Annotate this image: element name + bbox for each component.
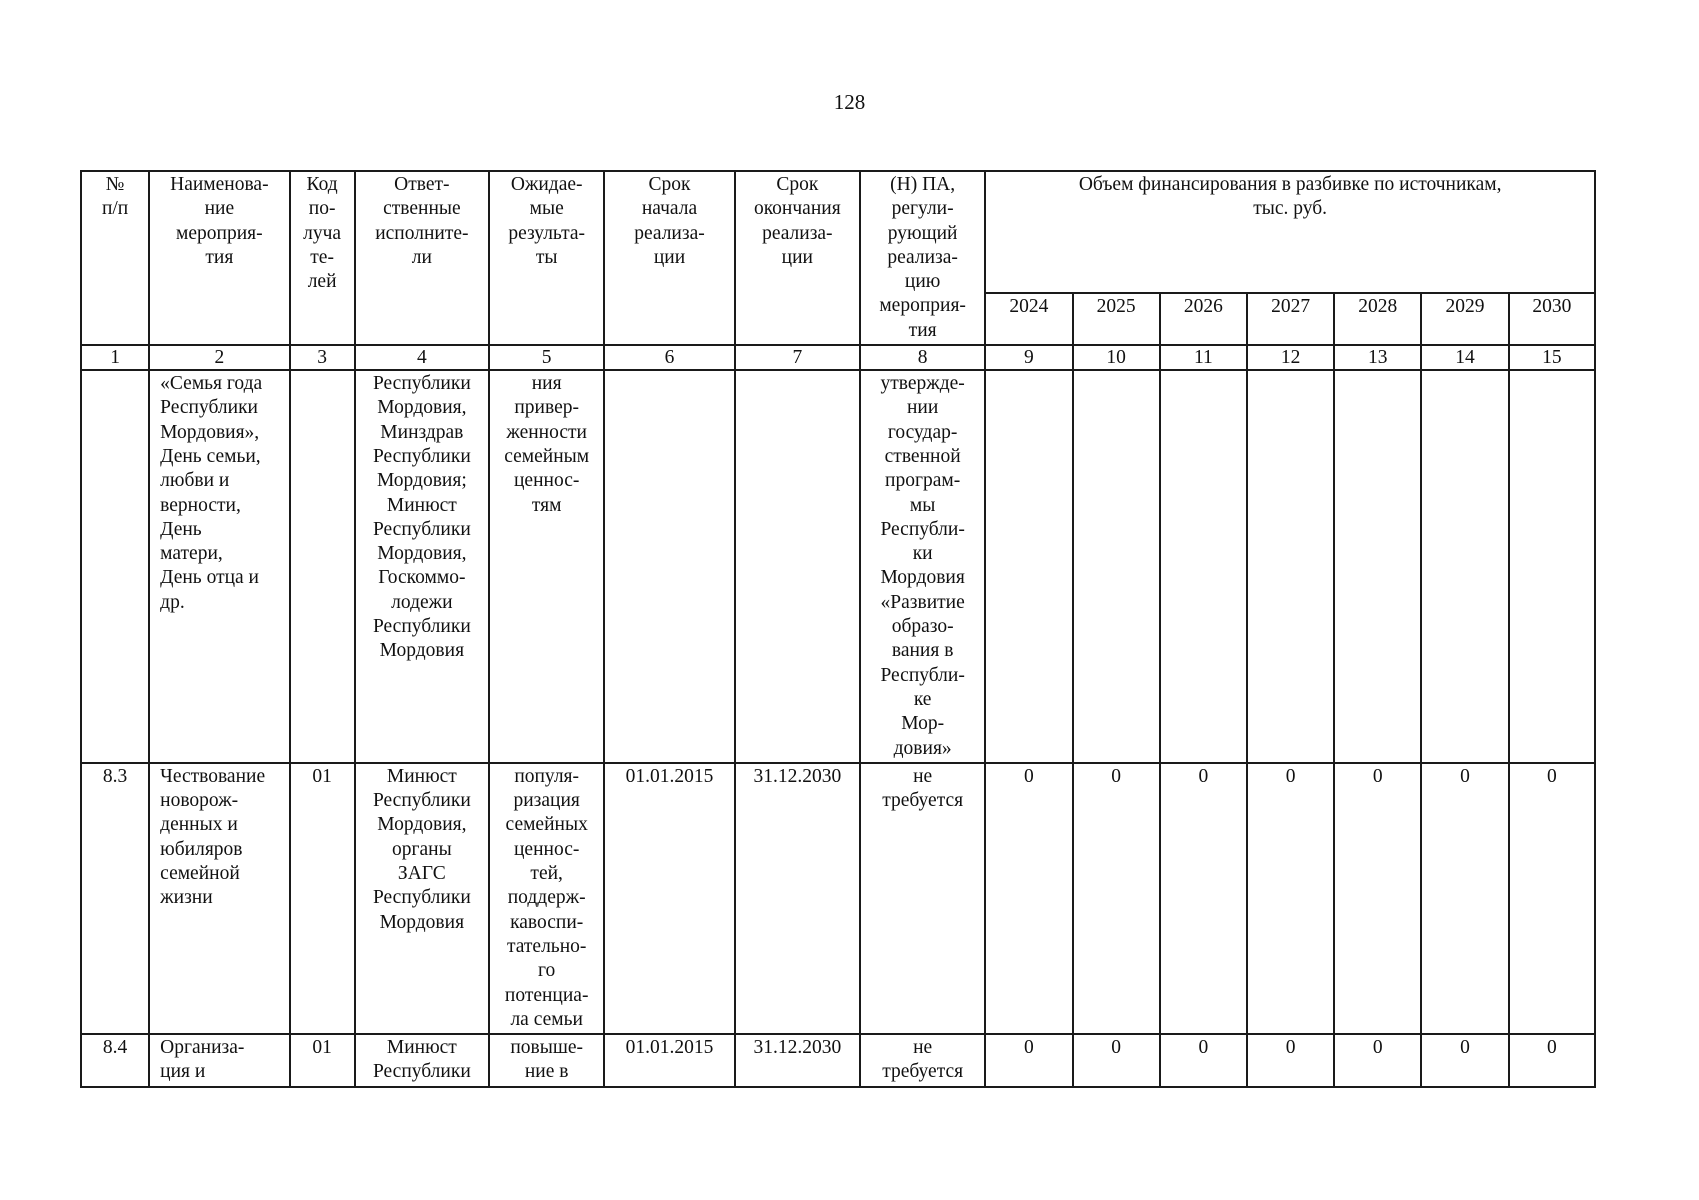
header-year: 2026 bbox=[1160, 293, 1247, 345]
column-number: 4 bbox=[355, 345, 489, 370]
row-npa: утвержде- нии государ- ственной програм- мы Республи- ки Мордовия «Развитие образо- вания в Республи- ке Мор- довия» bbox=[860, 370, 985, 763]
row-value bbox=[1509, 370, 1595, 763]
header-year: 2028 bbox=[1334, 293, 1421, 345]
row-value: 0 bbox=[1334, 763, 1421, 1034]
header-year: 2025 bbox=[1073, 293, 1160, 345]
header-start: Срок начала реализа- ции bbox=[604, 171, 734, 345]
row-value: 0 bbox=[1247, 1034, 1334, 1087]
row-start bbox=[604, 370, 734, 763]
header-npa: (Н) ПА, регули- рующий реализа- цию мероприя- тия bbox=[860, 171, 985, 345]
column-number: 15 bbox=[1509, 345, 1595, 370]
column-number: 11 bbox=[1160, 345, 1247, 370]
row-end: 31.12.2030 bbox=[735, 763, 860, 1034]
row-value: 0 bbox=[1334, 1034, 1421, 1087]
row-end bbox=[735, 370, 860, 763]
table-row bbox=[81, 763, 1595, 1034]
row-value: 0 bbox=[1247, 763, 1334, 1034]
header-name: Наименова- ние мероприя- тия bbox=[149, 171, 289, 345]
row-value: 0 bbox=[1421, 763, 1508, 1034]
header-end: Срок окончания реализа- ции bbox=[735, 171, 860, 345]
row-npa: не требуется bbox=[860, 763, 985, 1034]
row-executors: Минюст Республики bbox=[355, 1034, 489, 1087]
table-row bbox=[81, 1034, 1595, 1087]
row-results: популя- ризация семейных ценнос- тей, поддерж- кавоспи- тательно- го потенциа- ла семьи bbox=[489, 763, 604, 1034]
column-number: 12 bbox=[1247, 345, 1334, 370]
row-value: 0 bbox=[985, 763, 1072, 1034]
column-number: 9 bbox=[985, 345, 1072, 370]
row-value: 0 bbox=[1509, 763, 1595, 1034]
row-value bbox=[985, 370, 1072, 763]
header-results: Ожидае- мые результа- ты bbox=[489, 171, 604, 345]
row-value bbox=[1073, 370, 1160, 763]
row-value: 0 bbox=[1160, 763, 1247, 1034]
column-number: 6 bbox=[604, 345, 734, 370]
header-year: 2030 bbox=[1509, 293, 1595, 345]
row-num: 8.4 bbox=[81, 1034, 149, 1087]
row-value: 0 bbox=[1073, 763, 1160, 1034]
row-code: 01 bbox=[290, 763, 355, 1034]
row-end: 31.12.2030 bbox=[735, 1034, 860, 1087]
row-num: 8.3 bbox=[81, 763, 149, 1034]
row-npa: не требуется bbox=[860, 1034, 985, 1087]
row-executors: Минюст Республики Мордовия, органы ЗАГС Республики Мордовия bbox=[355, 763, 489, 1034]
row-value: 0 bbox=[1073, 1034, 1160, 1087]
header-num: № п/п bbox=[81, 171, 149, 345]
row-code: 01 bbox=[290, 1034, 355, 1087]
row-value bbox=[1334, 370, 1421, 763]
header-executors: Ответ- ственные исполните- ли bbox=[355, 171, 489, 345]
row-num bbox=[81, 370, 149, 763]
column-number: 14 bbox=[1421, 345, 1508, 370]
row-name: Организа- ция и bbox=[149, 1034, 289, 1087]
row-executors: Республики Мордовия, Минздрав Республики Мордовия; Минюст Республики Мордовия, Госкоммо- лодежи Республики Мордовия bbox=[355, 370, 489, 763]
row-value: 0 bbox=[1509, 1034, 1595, 1087]
column-number: 5 bbox=[489, 345, 604, 370]
header-funding: Объем финансирования в разбивке по источникам, тыс. руб. bbox=[985, 171, 1595, 293]
funding-table bbox=[80, 170, 1596, 1088]
column-number: 7 bbox=[735, 345, 860, 370]
header-year: 2027 bbox=[1247, 293, 1334, 345]
column-number: 1 bbox=[81, 345, 149, 370]
row-name: Чествование новорож- денных и юбиляров семейной жизни bbox=[149, 763, 289, 1034]
column-number: 3 bbox=[290, 345, 355, 370]
column-number: 13 bbox=[1334, 345, 1421, 370]
column-number-row bbox=[81, 345, 1595, 370]
header-year: 2029 bbox=[1421, 293, 1508, 345]
header-row bbox=[81, 171, 1595, 293]
row-value bbox=[1247, 370, 1334, 763]
table-row bbox=[81, 370, 1595, 763]
row-name: «Семья года Республики Мордовия», День семьи, любви и верности, День матери, День отца и др. bbox=[149, 370, 289, 763]
row-code bbox=[290, 370, 355, 763]
column-number: 8 bbox=[860, 345, 985, 370]
page-number: 128 bbox=[833, 90, 866, 114]
row-results: ния привер- женности семейным ценнос- тям bbox=[489, 370, 604, 763]
row-value: 0 bbox=[1160, 1034, 1247, 1087]
row-value: 0 bbox=[985, 1034, 1072, 1087]
header-code: Код по- луча те- лей bbox=[290, 171, 355, 345]
column-number: 10 bbox=[1073, 345, 1160, 370]
row-value: 0 bbox=[1421, 1034, 1508, 1087]
row-value bbox=[1421, 370, 1508, 763]
row-value bbox=[1160, 370, 1247, 763]
column-number: 2 bbox=[149, 345, 289, 370]
row-start: 01.01.2015 bbox=[604, 763, 734, 1034]
row-start: 01.01.2015 bbox=[604, 1034, 734, 1087]
row-results: повыше- ние в bbox=[489, 1034, 604, 1087]
header-year: 2024 bbox=[985, 293, 1072, 345]
